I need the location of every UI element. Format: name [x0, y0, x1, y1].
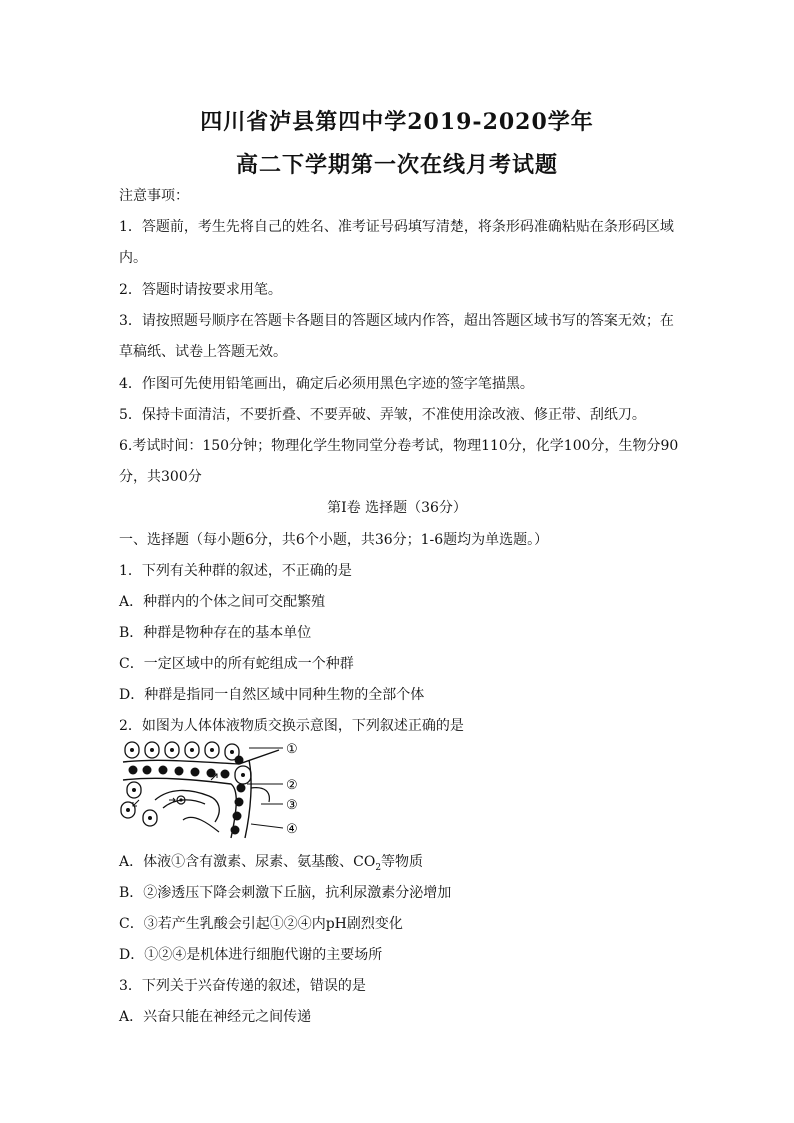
blood-cell: [233, 812, 242, 821]
capillary-side-wall: [245, 760, 251, 838]
note-4: 4．作图可先使用铅笔画出，确定后必须用黑色字迹的签字笔描黑。: [119, 376, 534, 392]
label-2: ②: [286, 778, 298, 793]
cell-nucleus: [170, 748, 174, 752]
cell-nucleus: [132, 788, 136, 792]
label-4: ④: [286, 822, 298, 837]
q2-option-a-subscript: 2: [375, 862, 382, 873]
note-2: 2．答题时请按要求用笔。: [119, 282, 282, 298]
section-instruction: 一、选择题（每小题6分，共6个小题，共36分；1-6题均为单选题。）: [119, 532, 549, 548]
blood-cell: [191, 768, 200, 777]
title-line-2: 高二下学期第一次在线月考试题: [235, 152, 558, 178]
q2-option-c: C．③若产生乳酸会引起①②④内pH剧烈变化: [119, 916, 403, 932]
note-1b: 内。: [119, 250, 147, 266]
cell-nucleus: [210, 748, 214, 752]
note-3b: 草稿纸、试卷上答题无效。: [119, 344, 287, 360]
title-line-1: 四川省泸县第四中学2019-2020学年: [200, 109, 594, 135]
q3-stem: 3．下列关于兴奋传递的叙述，错误的是: [119, 978, 366, 994]
cell-nucleus: [150, 748, 154, 752]
q2-option-a-text: A．体液①含有激素、尿素、氨基酸、CO: [119, 854, 376, 870]
blood-cell: [143, 766, 152, 775]
cell-nucleus: [230, 750, 234, 754]
note-6a: 6.考试时间：150分钟；物理化学生物同堂分卷考试，物理110分，化学100分，生物分90: [119, 438, 679, 454]
q1-option-d: D．种群是指同一自然区域中同种生物的全部个体: [119, 687, 425, 703]
blood-cell: [231, 826, 240, 835]
q2-option-a: [119, 855, 423, 873]
blood-cell: [129, 766, 138, 775]
cell-nucleus: [130, 748, 134, 752]
q2-stem: 2．如图为人体体液物质交换示意图，下列叙述正确的是: [119, 718, 464, 734]
notes-heading: 注意事项：: [119, 188, 189, 204]
arrow-icon: [169, 798, 175, 802]
cell-nucleus: [179, 798, 182, 801]
cell-nucleus: [148, 816, 152, 820]
blood-cell: [235, 798, 244, 807]
q1-option-b: B．种群是物种存在的基本单位: [119, 625, 312, 641]
q1-option-a: A．种群内的个体之间可交配繁殖: [119, 594, 326, 610]
note-3a: 3．请按照题号顺序在答题卡各题目的答题区域内作答，超出答题区域书写的答案无效；在: [119, 313, 674, 329]
capillary-upper-wall: [123, 750, 279, 764]
q2-option-b: B．②渗透压下降会刺激下丘脑，抗利尿激素分泌增加: [119, 885, 452, 901]
arrow-icon: [133, 800, 139, 806]
q3-option-a: A．兴奋只能在神经元之间传递: [119, 1009, 312, 1025]
cell-nucleus: [241, 773, 245, 777]
blood-cell: [175, 767, 184, 776]
note-5: 5．保持卡面清洁，不要折叠、不要弄破、弄皱，不准使用涂改液、修正带、刮纸刀。: [119, 407, 646, 423]
blood-cell: [235, 756, 244, 765]
q1-option-c: C．一定区域中的所有蛇组成一个种群: [119, 656, 354, 672]
note-1a: 1．答题前，考生先将自己的姓名、准考证号码填写清楚，将条形码准确粘贴在条形码区域: [119, 219, 674, 235]
body-fluid-diagram: [119, 740, 309, 840]
blood-cell: [159, 766, 168, 775]
q2-option-a-tail: 等物质: [381, 854, 424, 870]
q2-option-d: D．①②④是机体进行细胞代谢的主要场所: [119, 947, 383, 963]
leader-line: [251, 824, 283, 828]
cell-nucleus: [190, 748, 194, 752]
label-3: ③: [286, 798, 298, 813]
tissue-fluid-line: [183, 817, 219, 832]
note-6b: 分，共300分: [119, 469, 202, 485]
blood-cell: [237, 784, 246, 793]
cell-nucleus: [126, 808, 130, 812]
tissue-fluid-line: [251, 788, 269, 802]
section-title: 第Ⅰ卷 选择题（36分）: [327, 500, 467, 516]
label-1: ①: [286, 742, 298, 757]
q1-stem: 1．下列有关种群的叙述，不正确的是: [119, 563, 352, 579]
blood-cell: [221, 770, 230, 779]
